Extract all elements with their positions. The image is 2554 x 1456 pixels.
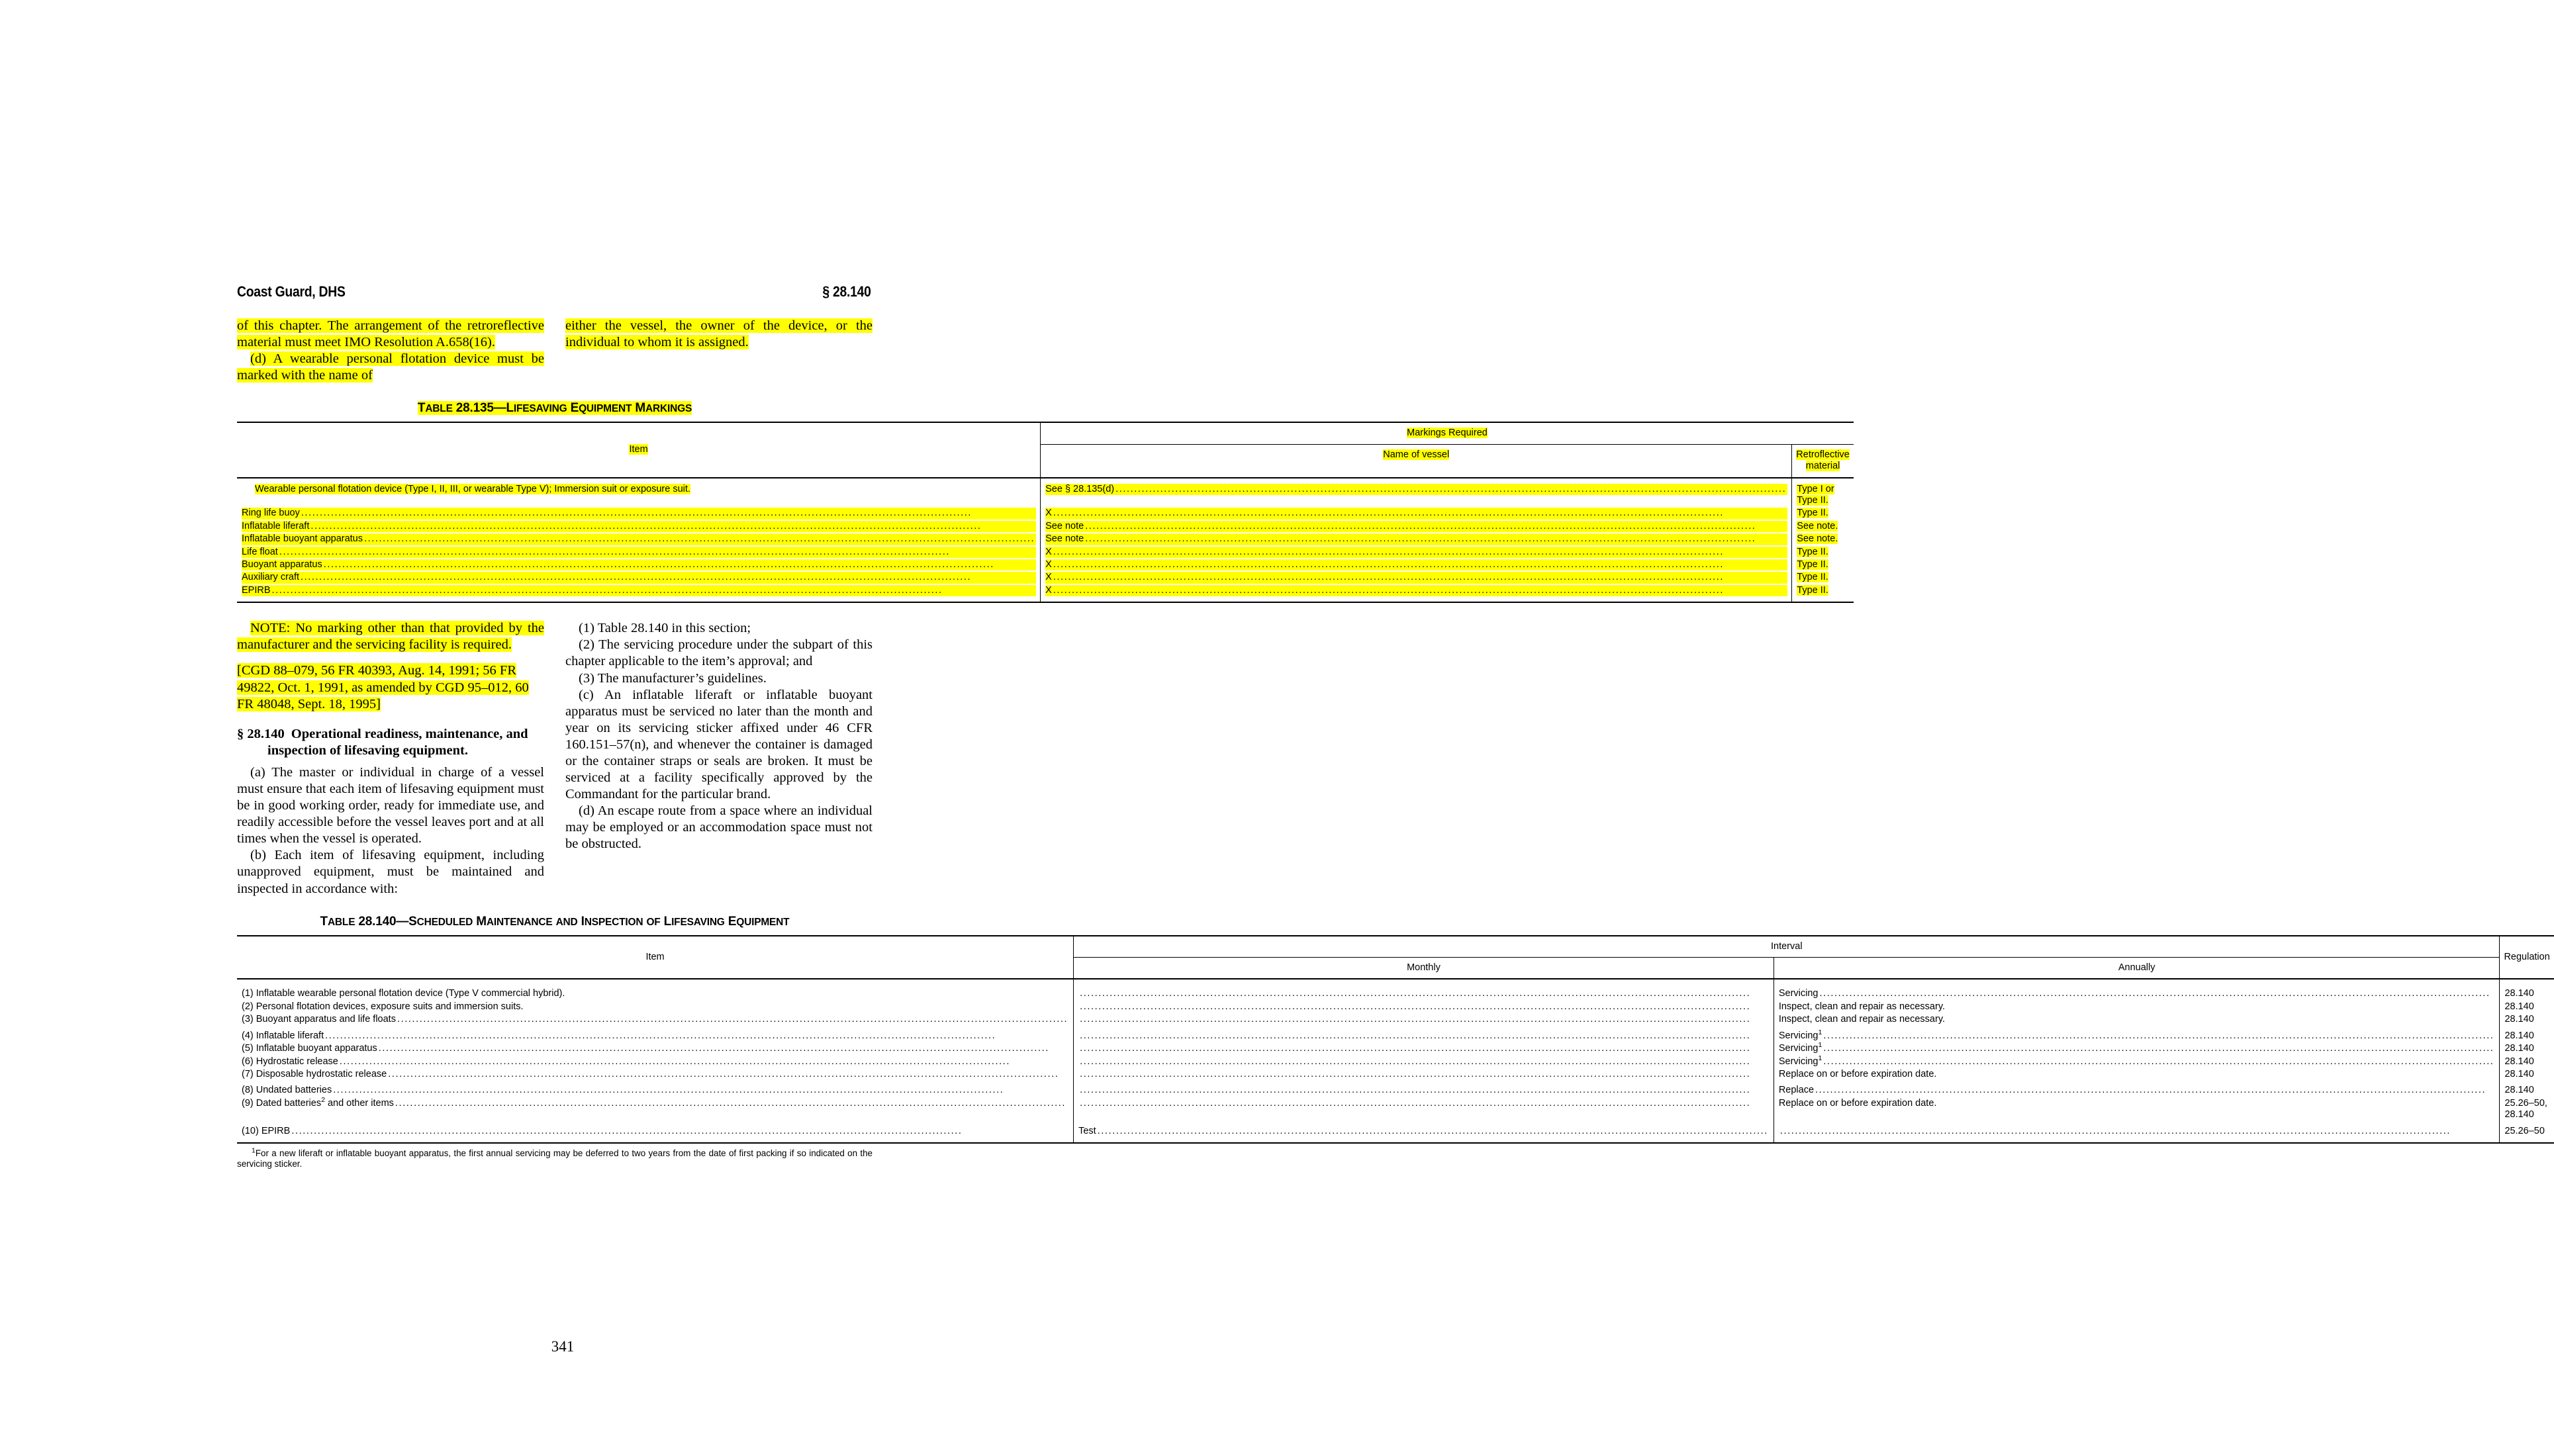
cell-annually: Replace on or before expiration date.	[1774, 1097, 2500, 1122]
cell-item: Buoyant apparatus .....	[237, 559, 1041, 571]
cell-regulation: 28.140	[2500, 1013, 2554, 1026]
table-row	[237, 1122, 2554, 1138]
cell-monthly	[1074, 1013, 1774, 1026]
paragraph-a: (a) The master or individual in charge of a vessel must ensure that each item of lifesaving equipment must be in good working order, ready for immediate use, and readily accessible before the vessel leaves port and at all times when the vessel is operated.	[237, 764, 544, 846]
table-row	[237, 533, 1854, 545]
cell-retroflective-material: Type I or Type II.	[1792, 483, 1854, 508]
body-columns-middle	[237, 620, 873, 897]
cell-item: Inflatable buoyant apparatus .....	[237, 533, 1041, 545]
table-28-140-body	[237, 979, 2554, 1142]
page-content	[237, 283, 2550, 1169]
note-paragraph: NOTE: No marking other than that provided by the manufacturer and the servicing facility is required.	[237, 621, 544, 653]
cell-item: (2) Personal flotation devices, exposure suits and immersion suits.	[242, 1001, 524, 1012]
cell-annually: Servicing$^1$ .....	[1774, 1042, 2500, 1055]
table-row	[237, 1001, 2554, 1013]
cell-retroflective-material: Type II.	[1792, 507, 1854, 520]
table-row	[237, 520, 1854, 533]
cell-name-of-vessel: X .....	[1041, 571, 1792, 584]
table-28-140	[237, 935, 2554, 1144]
cell-name-of-vessel: X .....	[1041, 584, 1792, 597]
left-column-middle	[237, 620, 544, 897]
table-row	[237, 1026, 2554, 1042]
table-row	[237, 1042, 2554, 1055]
table-row	[237, 571, 1854, 584]
table-row	[237, 584, 1854, 597]
table-row	[237, 984, 2554, 1000]
paragraph-d-left: (d) A wearable personal flotation device must be marked with the name of	[237, 351, 544, 383]
cell-item: (7) Disposable hydrostatic release .....	[237, 1068, 1074, 1081]
table-row	[237, 1097, 2554, 1122]
header-regulation: Regulation	[2500, 936, 2554, 979]
table-28-135-caption: TABLE 28.135—LIFESAVING EQUIPMENT MARKINGS	[417, 401, 692, 416]
right-column-middle	[565, 620, 873, 852]
table-row	[237, 546, 1854, 559]
table-28-135-header-row-1	[237, 422, 1854, 444]
header-retroflective-material: Retroflective material	[1792, 444, 1854, 477]
cell-annually: Servicing .....	[1774, 984, 2500, 1000]
table-28-135-block	[237, 401, 1850, 603]
cell-name-of-vessel: See § 28.135(d) .....	[1041, 483, 1792, 508]
table-row	[237, 483, 1854, 508]
table-row	[237, 1013, 2554, 1026]
header-name-of-vessel: Name of vessel	[1041, 444, 1792, 477]
header-annually: Annually	[1774, 958, 2500, 979]
section-heading: § 28.140 Operational readiness, maintenance, and inspection of lifesaving equipment.	[237, 726, 528, 758]
cell-regulation: 28.140	[2500, 984, 2554, 1000]
right-column-top	[565, 318, 873, 351]
cell-annually: Replace .....	[1774, 1081, 2500, 1097]
cell-retroflective-material: See note.	[1792, 533, 1854, 545]
cell-item: Life float .....	[237, 546, 1041, 559]
paragraph-c: (c) An inflatable liferaft or inflatable buoyant apparatus must be serviced no later than the month and year on its servicing sticker affixed under 46 CFR 160.151–57(n), and whenever the container is damaged or the container straps or seals are broken. It must be serviced at a facility specifically approved by the Commandant for the particular brand.	[565, 687, 873, 802]
table-28-135	[237, 422, 1854, 603]
cell-annually: Replace on or before expiration date.	[1774, 1068, 2500, 1081]
body-columns-top	[237, 318, 873, 384]
cell-item: (10) EPIRB .....	[237, 1122, 1074, 1138]
citation-paragraph: [CGD 88–079, 56 FR 40393, Aug. 14, 1991; 56 FR 49822, Oct. 1, 1991, as amended by CGD 95–012, 60 FR 48048, Sept. 18, 1995]	[237, 663, 529, 711]
table-28-140-footnote: $^1$For a new liferaft or inflatable buoyant apparatus, the first annual servicing may be deferred to two years from the date of first packing if so indicated on the servicing sticker.	[237, 1146, 873, 1169]
running-head	[237, 283, 871, 300]
cell-regulation: 28.140	[2500, 1081, 2554, 1097]
header-item: Item	[645, 951, 665, 962]
cell-annually: Inspect, clean and repair as necessary.	[1774, 1013, 2500, 1026]
cell-retroflective-material: Type II.	[1792, 571, 1854, 584]
cell-regulation: 28.140	[2500, 1068, 2554, 1081]
cell-monthly: Test .....	[1074, 1122, 1774, 1138]
header-monthly: Monthly	[1074, 958, 1774, 979]
cell-item: (5) Inflatable buoyant apparatus .....	[237, 1042, 1074, 1055]
header-item: Item	[629, 444, 648, 455]
cell-monthly	[1074, 1042, 1774, 1055]
cell-regulation: 28.140	[2500, 1026, 2554, 1042]
table-row	[237, 507, 1854, 520]
cell-monthly	[1074, 1026, 1774, 1042]
list-item-1: (1) Table 28.140 in this section;	[579, 621, 751, 636]
cell-monthly	[1074, 1081, 1774, 1097]
cell-annually	[1774, 1122, 2500, 1138]
cell-name-of-vessel: See note .....	[1041, 520, 1792, 533]
cell-name-of-vessel: X .....	[1041, 507, 1792, 520]
list-item-2: (2) The servicing procedure under the subpart of this chapter applicable to the item’s approval; and	[565, 637, 873, 669]
cell-name-of-vessel: See note .....	[1041, 533, 1792, 545]
cell-regulation: 25.26–50	[2500, 1122, 2554, 1138]
running-head-right: § 28.140	[822, 283, 871, 300]
header-interval: Interval	[1074, 936, 2500, 958]
cell-item: Wearable personal flotation device (Type I, II, III, or wearable Type V); Immersion suit or exposure suit.	[255, 483, 690, 494]
cell-monthly	[1074, 1056, 1774, 1068]
cell-annually: Servicing$^1$ .....	[1774, 1056, 2500, 1068]
cell-retroflective-material: Type II.	[1792, 584, 1854, 597]
cell-item: (1) Inflatable wearable personal flotation device (Type V commercial hybrid).	[242, 988, 565, 999]
cell-annually: Inspect, clean and repair as necessary.	[1774, 1001, 2500, 1013]
page-number: 341	[551, 1338, 575, 1355]
cell-name-of-vessel: X .....	[1041, 559, 1792, 571]
running-head-left: Coast Guard, DHS	[237, 283, 346, 300]
table-28-135-body	[237, 478, 1854, 603]
cell-regulation: 28.140	[2500, 1042, 2554, 1055]
cell-item: (4) Inflatable liferaft .....	[237, 1026, 1074, 1042]
cell-regulation: 28.140	[2500, 1001, 2554, 1013]
paragraph-continued-right: either the vessel, the owner of the device, or the individual to whom it is assigned.	[565, 318, 873, 350]
cell-monthly	[1074, 984, 1774, 1000]
cell-item: EPIRB .....	[237, 584, 1041, 597]
cell-retroflective-material: See note.	[1792, 520, 1854, 533]
cell-item: (9) Dated batteries$^2$ and other items .....	[237, 1097, 1074, 1122]
table-28-140-block	[237, 914, 2550, 1169]
cell-item: (3) Buoyant apparatus and life floats .....	[237, 1013, 1074, 1026]
table-row	[237, 1081, 2554, 1097]
cell-item: (8) Undated batteries .....	[237, 1081, 1074, 1097]
cell-name-of-vessel: X .....	[1041, 546, 1792, 559]
list-item-3: (3) The manufacturer’s guidelines.	[579, 670, 767, 686]
cell-regulation: 25.26–50, 28.140	[2500, 1097, 2554, 1122]
cell-item: Ring life buoy .....	[237, 507, 1041, 520]
cell-retroflective-material: Type II.	[1792, 546, 1854, 559]
cell-item: (6) Hydrostatic release .....	[237, 1056, 1074, 1068]
paragraph-d-right: (d) An escape route from a space where an individual may be employed or an accommodation space must not be obstructed.	[565, 803, 873, 852]
cell-retroflective-material: Type II.	[1792, 559, 1854, 571]
cell-annually: Servicing$^1$ .....	[1774, 1026, 2500, 1042]
cell-item: Inflatable liferaft .....	[237, 520, 1041, 533]
table-28-140-header-row-1	[237, 936, 2554, 958]
cell-monthly	[1074, 1068, 1774, 1081]
table-row	[237, 559, 1854, 571]
table-row	[237, 1068, 2554, 1081]
cell-regulation: 28.140	[2500, 1056, 2554, 1068]
table-row	[237, 1056, 2554, 1068]
table-28-140-caption: TABLE 28.140—SCHEDULED MAINTENANCE AND INSPECTION OF LIFESAVING EQUIPMENT	[320, 914, 790, 929]
paragraph-continued-left: of this chapter. The arrangement of the retroreflective material must meet IMO Resolution A.658(16).	[237, 318, 544, 350]
cell-item: Auxiliary craft .....	[237, 571, 1041, 584]
cell-monthly	[1074, 1097, 1774, 1122]
cell-monthly	[1074, 1001, 1774, 1013]
paragraph-b: (b) Each item of lifesaving equipment, including unapproved equipment, must be maintained and inspected in accordance with:	[237, 848, 544, 896]
left-column-top	[237, 318, 544, 384]
header-markings-required: Markings Required	[1041, 422, 1854, 444]
